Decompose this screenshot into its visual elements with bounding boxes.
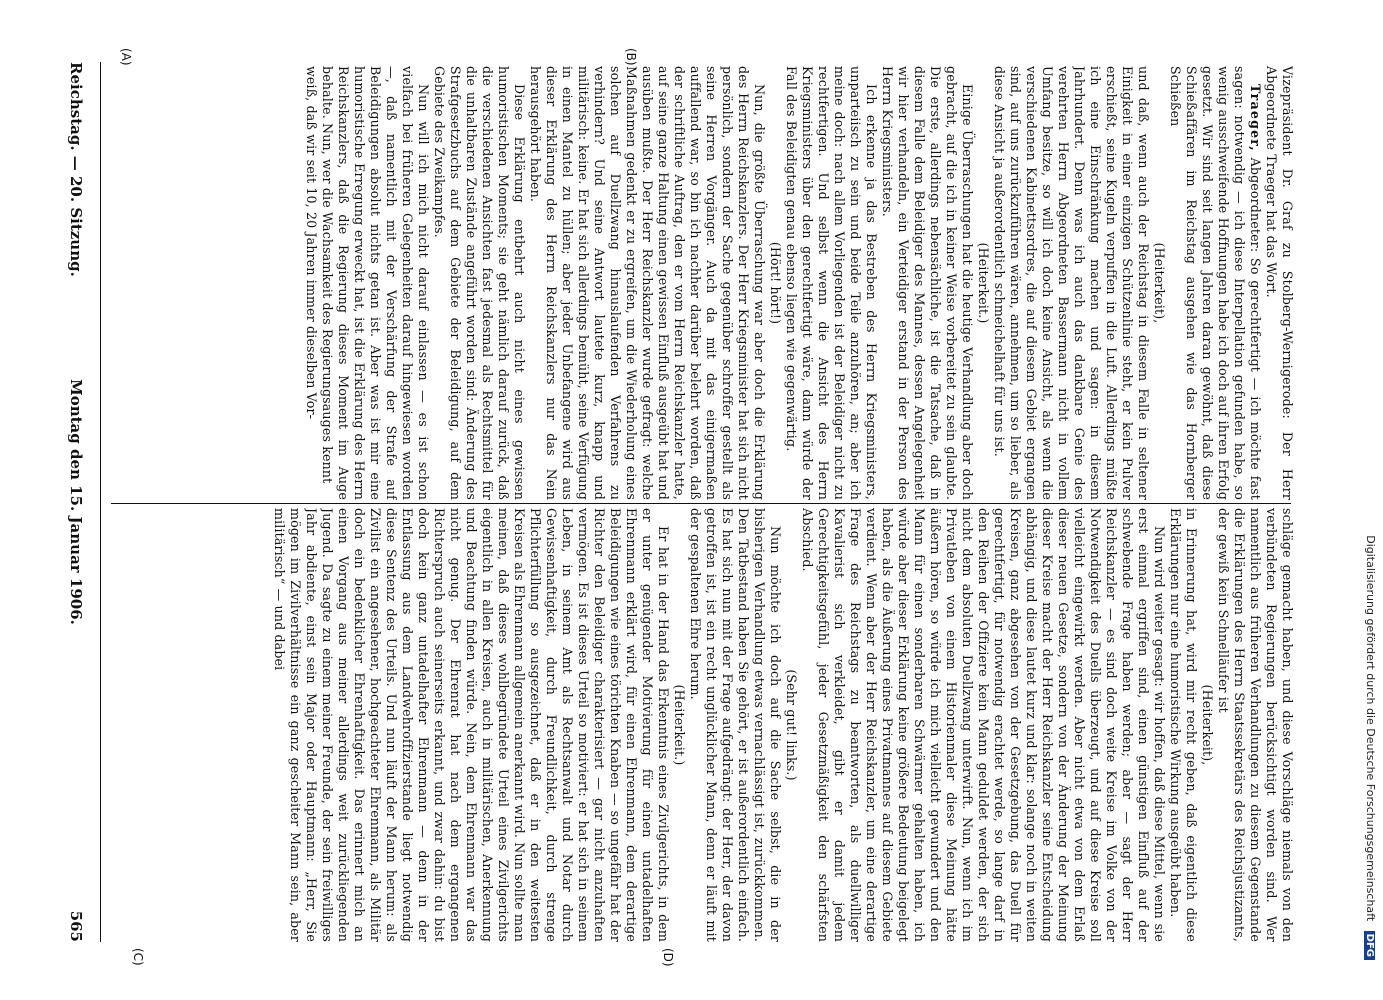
speech-paragraph: weiß, daß wir seit 10, 20 Jahren immer dieselben Vor- — [304, 66, 319, 420]
interjection: (Heiterkeit.) — [672, 684, 687, 766]
text-column-left — [107, 66, 1295, 500]
speech-paragraph: schläge gemacht haben, und diese Vorschläge niemals von den verbündeten Regierungen berücksichtigt worden sind. Wer namentlich aus früheren Verhandlungen zu diesem Gegenstande die Erklärungen des Herrn Staatssekretärs des Reichsjustizamts, der gewiß kein Schnelläufer ist — [1216, 508, 1295, 942]
speech-paragraph: Ich erkenne ja das Bestreben des Herrn Kriegsministers, unparteiisch zu sein und beide Teile anzuhören, an; aber ich meine doch: nach allem Vorliegenden ist der Beleidiger nicht zu rechtfertigen. Und selbst wenn die Ansicht des Herrn Kriegsministers über den gerechtfertigt wäre, dann würde der Fall des Beleidigten genau ebenso liegen wie gegenwärtig. — [784, 66, 879, 500]
header-left: Reichstag. — 20. Sitzung. — [67, 62, 85, 277]
chair-announcement: Vizepräsident Dr. Graf zu Stolberg-Wernigerode: Der Herr Abgeordnete Traeger hat das Wort. — [1264, 66, 1295, 500]
speech-paragraph: und daß, wenn auch der Reichstag in diesem Falle in seltener Einigkeit in einer einzigen Schützenlinie steht, er kein Pulver erschießt, seine Kugeln verpuffen in die Luft. Allerdings müßte ich eine Einschränkung machen und sagen: in diesem Jahrhundert. Denn was ich auch das dankbare Genie des verehrten Herrn Abgeordneten Bassermann nicht in vollem Umfang besitze, so will ich doch keine Ansicht, als wenn die verschiedenen Kabinettsordres, die auf diesem Gebiet ergangen sind, auf uns zurückzuführen wären, annehmen, um so lieber, als diese Ansicht ja außerordentlich schmeichelhaft für uns ist. — [992, 66, 1151, 500]
dfg-logo: DFG — [1365, 931, 1376, 960]
speech-paragraph: Einige Überraschungen hat die heutige Verhandlung aber doch gebracht, auf die ich in keiner Weise vorbereitet zu sein glaubte. Die erste, allerdings nebensächliche, ist die Tatsache, daß in diesem Falle dem Beleidiger des Mannes, dessen Angelegenheit wir hier verhandeln, ein Verteidiger erstand in der Person des Herrn Kriegsministers. — [880, 66, 975, 500]
header-date: Montag den 15. Januar 1906. — [67, 379, 85, 625]
interjection: (Hört! hört!) — [768, 241, 783, 325]
speech-paragraph: Er hat in der Hand das Erkenntnis eines Zivilgerichts, in dem er unter genügender Motivierung für einen untadelhaften Ehrenmann erklärt wird, für einen Ehrenmann, dem derartige Beleidigungen wie eines törichten Knaben — so ungefähr hat der Richter den Beleidiger charakterisiert — gar nicht anzuhaften vermögen. Es ist dieses Urteil so motiviert: er hat sich in seinem Leben, in seinem Amt als Rechtsanwalt und Notar durch Gewissenhaftigkeit, durch Freundlichkeit, durch strenge Pflichterfüllung so ausgezeichnet, daß er in den weitesten Kreisen als Ehrenmann allgemein anerkannt wird. Nun sollte man meinen, daß dieses wohlbegründete Urteil eines Zivilgerichts eigentlich in allen Kreisen, auch in militärischen, Anerkennung und Beachtung finden würde. Nein, dem Ehrenmann war das nicht genug. Der Ehrenrat hat nach dem ergangenen Richterspruch auch seinerseits erkannt, und zwar dahin: du bist doch kein ganz untadelhafter Ehrenmann — denn in der Entlassung aus dem Landwehroffizierstande liegt notwendig diese Sentenz des Urteils. Und nun läuft der Mann herum: als Zivilist ein angesehener, hochgeachteter Ehrenmann, als Militär doch ein bedenklicher Ehrenhaftigkeit. Das erinnert mich an einen Vorgang aus meiner allerdings weit zurückliegenden Jugend. Da sagte zu einem meiner Freunde, der sein freiwilliges Jahr abdiente, einst sein Major oder Hauptmann: „Herr, Sie mögen im Zivilverhältnisse ein ganz gescheiter Mann sein, aber militärisch“ — und dabei — [272, 508, 671, 942]
speech-paragraph: Nun wird weiter gesagt: wir hoffen, daß diese Mittel, wenn sie erst einmal ergriffen sind, einen günstigen Einfluß auf der schwebende Frage haben werden; aber — sagt der Herr Reichskanzler — es sind doch weite Kreise im Volke von der Notwendigkeit des Duells überzeugt, und auf diese Kreise soll vielleicht eingewirkt werden. Aber nicht etwa von dem Erlaß dieser neuen Gesetze, sondern von der Änderung der Meinung dieser Kreise macht der Herr Reichskanzler seine Entscheidung abhängig, und diese lautet kurz und klar: solange noch in weiten Kreisen, ganz abgesehen von der Gesetzgebung, das Duell für gerechtfertigt, für notwendig erachtet werde, so lange darf in den Reihen der Offiziere kein Mann geduldet werden, der sich nicht dem absoluten Duellzwang unterwirft. Nun, wenn ich im Privatleben von einem Historienmaler diese Meinung hätte äußern hören, so würde ich mich vielleicht gewundert und den Mann für einen sonderbaren Schwärmer gehalten haben, ich würde aber dieser Erklärung keine größere Bedeutung beigelegt haben, als die Äußerung eines Privatmannes auf diesem Gebiete verdient. Wenn aber der Herr Reichskanzler, um eine derartige Frage des Reichstags zu beantworten, als duellwilliger Kavalierist sich verkleidet, gibt er damit jedem Gerechtigkeitsgefühl, jeder Gesetzmäßigkeit den schärfsten Abschied. — [800, 508, 1167, 942]
speech-paragraph: Nun möchte ich doch auf die Sache selbst, die in der bisherigen Verhandlung etwas vernachlässigt ist, zurückkommen. Den Tatbestand haben Sie gehört, er ist außerordentlich einfach. Es hat sich nun mit der Frage aufgedrängt: der Herr, der davon getroffen ist, ist ein recht unglücklicher Mann, denn er läuft mit der gespaltenen Ehre herum. — [688, 508, 783, 942]
credit-text: Digitalisierung gefördert durch die Deutsche Forschungsgemeinschaft — [1364, 535, 1377, 922]
margin-marker-a: (A) — [119, 48, 133, 66]
speaker-name: Traeger, — [1248, 84, 1263, 152]
speech-paragraph — [1167, 66, 1263, 500]
column-divider — [111, 503, 1291, 504]
speech-text: Abgeordneter: So gerechtfertigt — ich möchte fast sagen: notwendig — ich diese Interpellation gefunden habe, so wenig ausschweifende Hoffnungen habe ich doch auf ihren Erfolg gesetzt. Wir sind seit langen Jahren daran gewöhnt, daß diese Schießaffären im Reichstag ausgehen wie das Hornberger Schießen — [1168, 66, 1263, 500]
digitization-credit — [1359, 40, 1377, 960]
margin-marker-c: (C) — [131, 948, 145, 966]
interjection: (Sehr gut! links.) — [784, 669, 799, 781]
text-column-right — [107, 508, 1295, 942]
interjection: (Heiterkeit), — [1200, 684, 1215, 766]
speech-paragraph: Nun will ich mich nicht darauf einlassen — es ist schon vielfach bei früheren Gelegenheiten darauf hingewiesen worden —, daß namentlich mit der Verschärfung der Strafe auf Beleidigungen absolut nichts getan ist. Aber was ist mir eine humoristische Erregung erweckt hat, ist die Erklärung des Herrn Reichskanzlers, daß die Regierung dieses Moment im Auge behalte. Nun, wer die Wachsamkeit des Regierungsauges kennt — [320, 66, 431, 500]
interjection: (Heiterkeit), — [1152, 242, 1167, 324]
speech-paragraph: in Erinnerung hat, wird mir recht geben, daß eigentlich diese Erklärungen nur eine humoristische Wirkung ausgeübt haben. — [1168, 508, 1199, 942]
page-number: 565 — [67, 910, 85, 942]
margin-marker-d: (D) — [661, 948, 675, 967]
speech-paragraph: Diese Erklärung entbehrt auch nicht eines gewissen humoristischen Moments; sie geht nämlich darauf zurück, daß die verschiedenen Ansichten fast jedesmal als Rechtsmittel für die unhaltbaren Zustände angeführt worden sind: Änderung des Strafgesetzbuchs auf dem Gebiete der Beleidigung, auf dem Gebiete des Zweikampfes. — [432, 66, 527, 500]
interjection: (Heiterkeit.) — [976, 242, 991, 324]
margin-marker-b: (B) — [624, 48, 638, 66]
header-rule — [100, 62, 101, 942]
running-header — [61, 62, 93, 942]
speech-paragraph: Nun, die größte Überraschung war aber doch die Erklärung des Herrn Reichskanzlers. Der Herr Kriegsminister hat sich nicht persönlich, sondern der Sache gegenüber schroffer gestellt als seine Herren Vorgänger. Auch da mit das einigermaßen auffallend war, so bin ich nachher darüber belehrt worden, daß der schriftliche Auftrag, den er vom Herrn Reichskanzler hatte, auf seine ganze Haltung einen gewissen Einfluß ausgeübt hat und ausüben mußte. Der Herr Reichskanzler wurde gefragt: welche Maßnahmen gedenkt er zu ergreifen, um die Wiederholung eines solchen auf Duellzwang hinauslaufenden Verfahrens zu verhindern? Und seine Antwort lautete kurz, knapp und militärisch: keine. Er hat sich allerdings bemüht, seine Verfügung in einen Mantel zu hüllen; aber jeder Unbefangene wird aus dieser Erklärung des Herrn Reichskanzlers nur das Nein herausgehört haben. — [528, 66, 767, 500]
